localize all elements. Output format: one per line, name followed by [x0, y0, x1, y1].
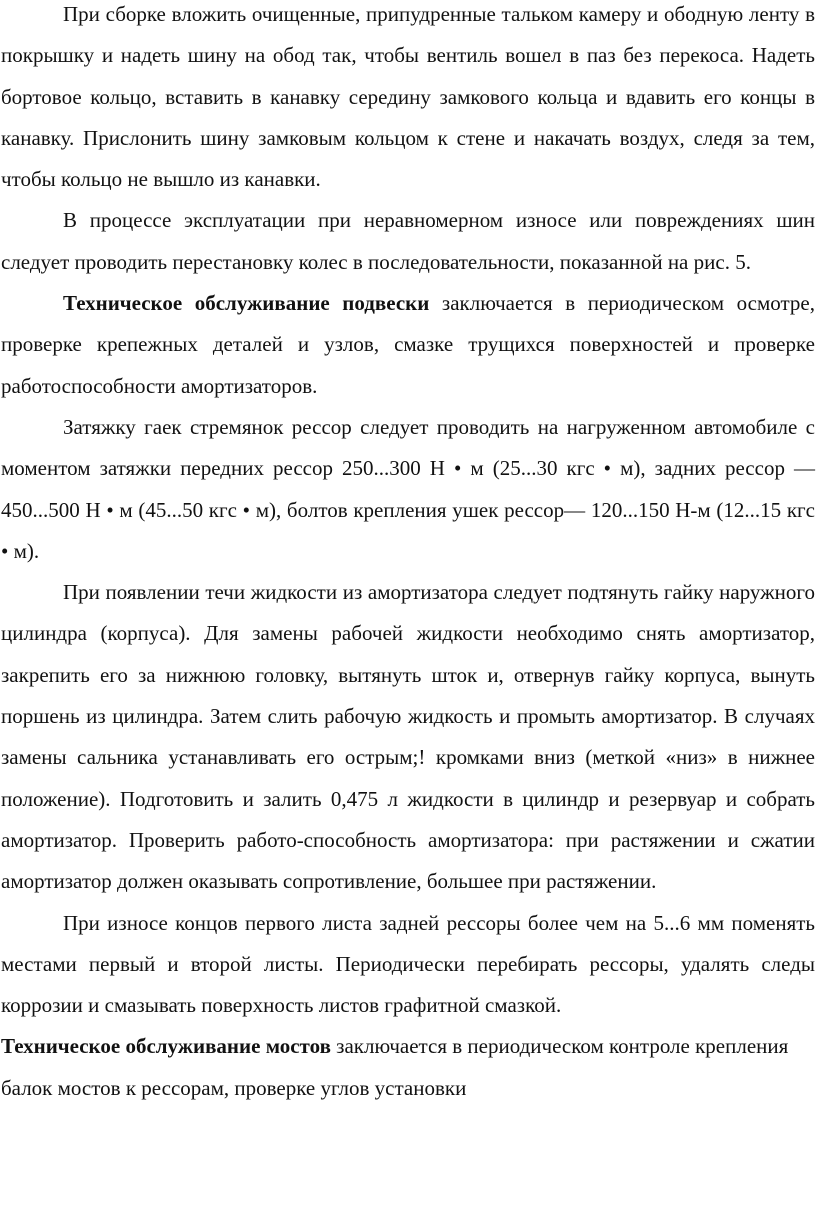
paragraph-text: заключается в периодическом контроле крепления балок мостов к рессорам, проверке углов установки: [1, 1034, 789, 1100]
paragraph-suspension-maintenance: [1, 283, 815, 407]
paragraph-text: При появлении течи жидкости из амортизатора следует подтянуть гайку наружного цилиндра (корпуса). Для замены рабочей жидкости необходимо снять амортизатор, закрепить его за нижнюю головку, вытянуть шток и, отвернув гайку корпуса, вынуть поршень из цилиндра. Затем слить рабочую жидкость и промыть амортизатор. В случаях замены сальника устанавливать его острым;! кромками вниз (меткой «низ» в нижнее положение). Подготовить и залить 0,475 л жидкости в цилиндр и резервуар и собрать амортизатор. Проверить работо-способность амортизатора: при растяжении и сжатии амортизатор должен оказывать сопротивление, большее при растяжении.: [1, 580, 815, 894]
paragraph-text: заключается в периодическом осмотре, проверке крепежных деталей и узлов, смазке трущихся поверхностей и проверке работоспособности амортизаторов.: [1, 291, 815, 398]
paragraph-text: При сборке вложить очищенные, припудренные тальком камеру и ободную ленту в покрышку и надеть шину на обод так, чтобы вентиль вошел в паз без перекоса. Надеть бортовое кольцо, вставить в канавку середину замкового кольца и вдавить его концы в канавку. Прислонить шину замковым кольцом к стене и накачать воздух, следя за тем, чтобы кольцо не вышло из канавки.: [1, 2, 815, 192]
paragraph-spring-torque: [1, 407, 815, 572]
paragraph-text: Затяжку гаек стремянок рессор следует проводить на нагруженном автомобиле с моментом затяжки передних рессор 250...300 Н • м (25...30 кгс • м), задних рессор — 450...500 Н • м (45...50 кгс • м), болтов крепления ушек рессор— 120...150 Н-м (12...15 кгс • м).: [1, 414, 815, 563]
paragraph-text: В процессе эксплуатации при неравномерном износе или повреждениях шин следует проводить перестановку колес в последовательности, показанной на рис. 5.: [1, 208, 815, 274]
paragraph-tire-assembly: [1, 0, 815, 200]
paragraph-heading-bold: Техническое обслуживание подвески: [63, 291, 430, 316]
paragraph-spring-leaves: [1, 903, 815, 1027]
paragraph-shock-absorber: [1, 572, 815, 902]
paragraph-heading-bold: Техническое обслуживание мостов: [1, 1034, 331, 1059]
paragraph-axle-maintenance: [1, 1026, 815, 1109]
paragraph-wheel-rotation: [1, 200, 815, 283]
paragraph-text: При износе концов первого листа задней рессоры более чем на 5...6 мм поменять местами первый и второй листы. Периодически перебирать рессоры, удалять следы коррозии и смазывать поверхность листов графитной смазкой.: [1, 910, 815, 1018]
